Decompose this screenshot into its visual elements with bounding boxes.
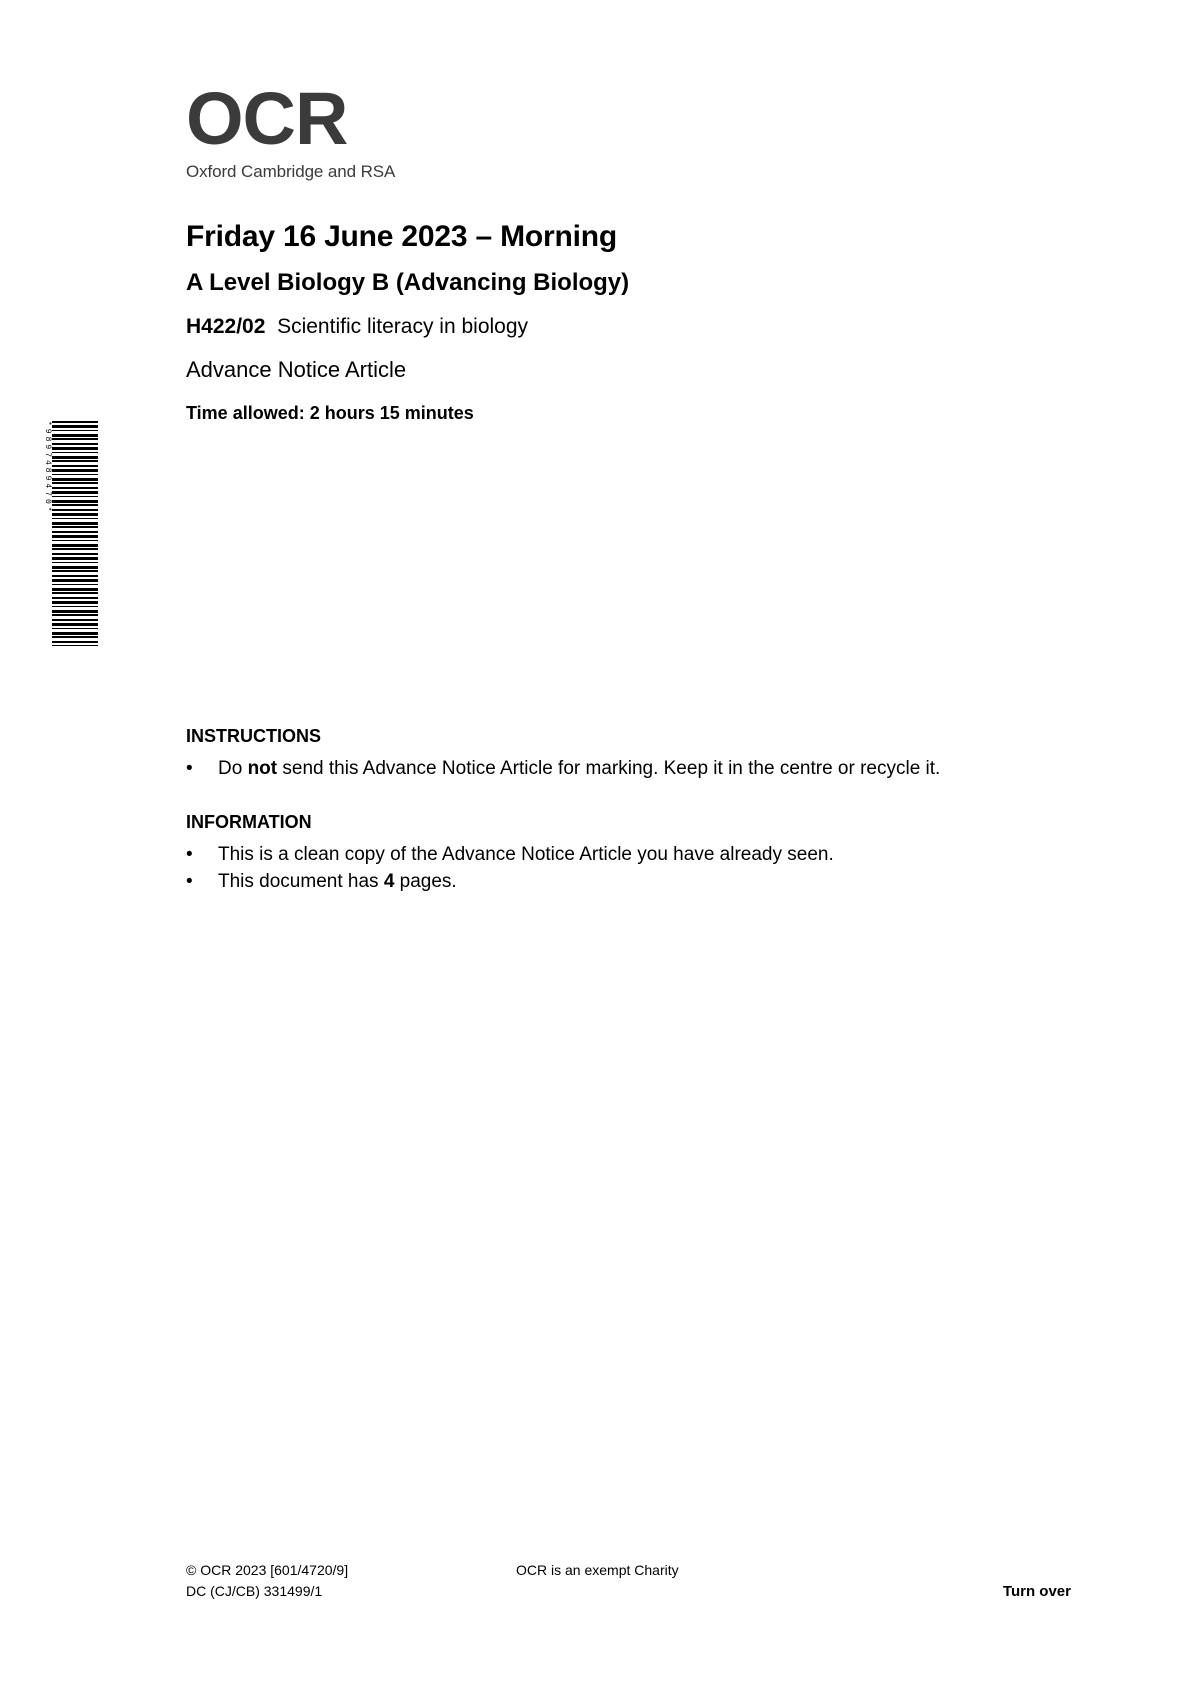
- exam-paper-code: H422/02: [186, 315, 266, 338]
- information-section: [186, 811, 1066, 895]
- barcode-bars: [52, 421, 98, 646]
- instructions-item-text: [218, 755, 940, 782]
- instructions-item-after: send this Advance Notice Article for marking. Keep it in the centre or recycle it.: [277, 758, 941, 779]
- footer-doc-code: DC (CJ/CB) 331499/1: [186, 1583, 323, 1599]
- information-item-before: This is a clean copy of the Advance Notice Article you have already seen.: [218, 844, 834, 865]
- exam-qualification: A Level Biology B (Advancing Biology): [186, 269, 630, 296]
- ocr-logo-wordmark: OCR: [186, 77, 348, 160]
- time-allowed: Time allowed: 2 hours 15 minutes: [186, 403, 474, 423]
- list-item: [186, 868, 1066, 895]
- bullet-icon: •: [186, 758, 193, 779]
- bullet-icon: •: [186, 871, 193, 892]
- information-item-after: pages.: [394, 871, 457, 892]
- information-item-emphasis: 4: [383, 871, 395, 892]
- footer-turn-over: Turn over: [1002, 1583, 1071, 1600]
- list-item: [186, 841, 1066, 868]
- footer-charity-note: OCR is an exempt Charity: [516, 1562, 679, 1578]
- information-heading: INFORMATION: [186, 812, 312, 832]
- list-item: [186, 755, 1066, 782]
- information-item-text: [218, 868, 457, 895]
- exam-paper-code-line: [186, 314, 1046, 340]
- ocr-logo-strapline: Oxford Cambridge and RSA: [186, 162, 396, 181]
- instructions-item-emphasis: not: [247, 758, 278, 779]
- instructions-section: [186, 725, 1066, 782]
- bullet-icon: •: [186, 844, 193, 865]
- information-item-text: [218, 841, 834, 868]
- barcode-label: *9897489470*: [43, 421, 52, 515]
- footer-copyright: © OCR 2023 [601/4720/9]: [186, 1562, 349, 1578]
- information-item-before: This document has: [218, 871, 384, 892]
- instructions-item-before: Do: [218, 758, 248, 779]
- document-name: Advance Notice Article: [186, 357, 407, 382]
- exam-paper-title: Scientific literacy in biology: [277, 315, 529, 338]
- exam-header: [186, 218, 1046, 424]
- exam-date: Friday 16 June 2023 – Morning: [186, 220, 618, 253]
- footer-copyright-block: [186, 1560, 348, 1602]
- page-footer: [186, 1560, 1071, 1620]
- barcode: [42, 421, 98, 646]
- ocr-logo: [186, 77, 446, 182]
- instructions-heading: INSTRUCTIONS: [186, 726, 321, 746]
